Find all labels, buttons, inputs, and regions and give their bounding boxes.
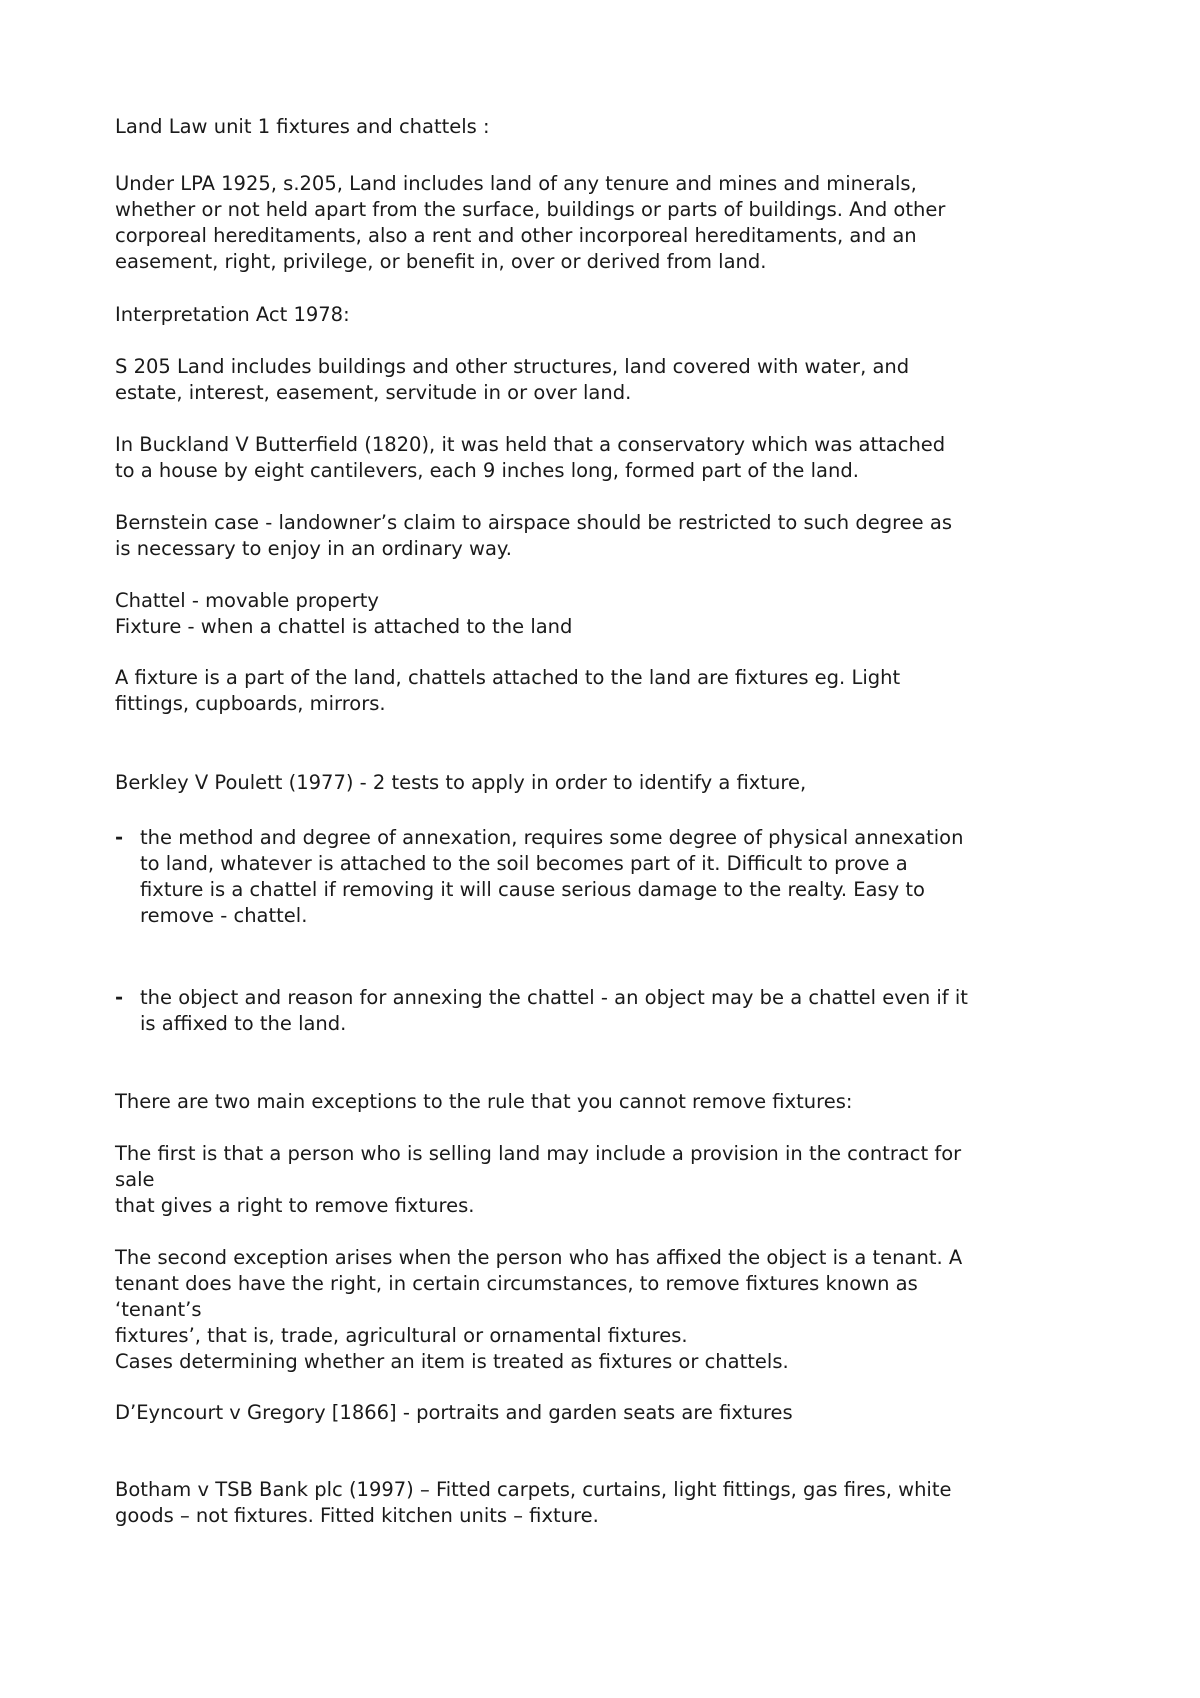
text-line: is necessary to enjoy in an ordinary way. xyxy=(115,537,512,560)
paragraph-first-exception xyxy=(115,1141,1105,1219)
text-line: Land Law unit 1 fixtures and chattels : xyxy=(115,115,490,138)
text-line: fixture is a chattel if removing it will cause serious damage to the realty. Easy to xyxy=(140,878,925,901)
paragraph-berkley xyxy=(115,770,1105,796)
text-line: fixtures’, that is, trade, agricultural or ornamental fixtures. xyxy=(115,1324,688,1347)
text-line: fittings, cupboards, mirrors. xyxy=(115,692,386,715)
paragraph-second-exception xyxy=(115,1245,1105,1375)
text-line: estate, interest, easement, servitude in or over land. xyxy=(115,381,632,404)
text-line: The second exception arises when the person who has affixed the object is a tenant. A xyxy=(115,1246,963,1269)
text-line: that gives a right to remove fixtures. xyxy=(115,1194,475,1217)
text-line: to land, whatever is attached to the soil becomes part of it. Difficult to prove a xyxy=(140,852,908,875)
bullet-dash: - xyxy=(115,986,124,1009)
paragraph-exceptions xyxy=(115,1089,1105,1115)
bullet-dash: - xyxy=(115,826,124,849)
text-line: ‘tenant’s xyxy=(115,1298,202,1321)
text-line: In Buckland V Butterfield (1820), it was held that a conservatory which was attached xyxy=(115,433,946,456)
text-line: S 205 Land includes buildings and other structures, land covered with water, and xyxy=(115,355,910,378)
document-title xyxy=(115,114,1105,140)
chattel-definition: Chattel - movable property xyxy=(115,589,379,612)
text-line: sale xyxy=(115,1168,155,1191)
text-line: D’Eyncourt v Gregory [1866] - portraits and garden seats are fixtures xyxy=(115,1401,793,1424)
paragraph-buckland xyxy=(115,432,1105,484)
paragraph-botham xyxy=(115,1477,1105,1529)
bullet-text xyxy=(140,985,1105,1037)
paragraph-bernstein xyxy=(115,510,1105,562)
text-line: the object and reason for annexing the chattel - an object may be a chattel even if it xyxy=(140,986,968,1009)
text-line: Under LPA 1925, s.205, Land includes land of any tenure and mines and minerals, xyxy=(115,172,917,195)
fixture-definition: Fixture - when a chattel is attached to the land xyxy=(115,615,573,638)
text-line: Cases determining whether an item is treated as fixtures or chattels. xyxy=(115,1350,789,1373)
text-line: Interpretation Act 1978: xyxy=(115,303,350,326)
paragraph-fixture xyxy=(115,665,1105,717)
bullet-text xyxy=(140,825,1105,929)
paragraph-s205 xyxy=(115,354,1105,406)
text-line: The first is that a person who is selling land may include a provision in the contract for xyxy=(115,1142,962,1165)
text-line: whether or not held apart from the surface, buildings or parts of buildings. And other xyxy=(115,198,946,221)
text-line: Bernstein case - landowner’s claim to airspace should be restricted to such degree as xyxy=(115,511,952,534)
text-line: corporeal hereditaments, also a rent and other incorporeal hereditaments, and an xyxy=(115,224,917,247)
paragraph-definitions xyxy=(115,588,1105,640)
text-line: is affixed to the land. xyxy=(140,1012,347,1035)
text-line: the method and degree of annexation, requires some degree of physical annexation xyxy=(140,826,964,849)
text-line: goods – not fixtures. Fitted kitchen units – fixture. xyxy=(115,1504,599,1527)
text-line: remove - chattel. xyxy=(140,904,308,927)
text-line: Botham v TSB Bank plc (1997) – Fitted carpets, curtains, light fittings, gas fires, white xyxy=(115,1478,952,1501)
text-line: Berkley V Poulett (1977) - 2 tests to apply in order to identify a fixture, xyxy=(115,771,807,794)
paragraph-lpa-1925 xyxy=(115,171,1105,275)
text-line: to a house by eight cantilevers, each 9 inches long, formed part of the land. xyxy=(115,459,859,482)
paragraph-interpretation-act xyxy=(115,302,1105,328)
text-line: tenant does have the right, in certain circumstances, to remove fixtures known as xyxy=(115,1272,918,1295)
text-line: There are two main exceptions to the rule that you cannot remove fixtures: xyxy=(115,1090,853,1113)
text-line: A fixture is a part of the land, chattels attached to the land are fixtures eg. Light xyxy=(115,666,901,689)
paragraph-deyncourt xyxy=(115,1400,1105,1426)
text-line: easement, right, privilege, or benefit in, over or derived from land. xyxy=(115,250,767,273)
